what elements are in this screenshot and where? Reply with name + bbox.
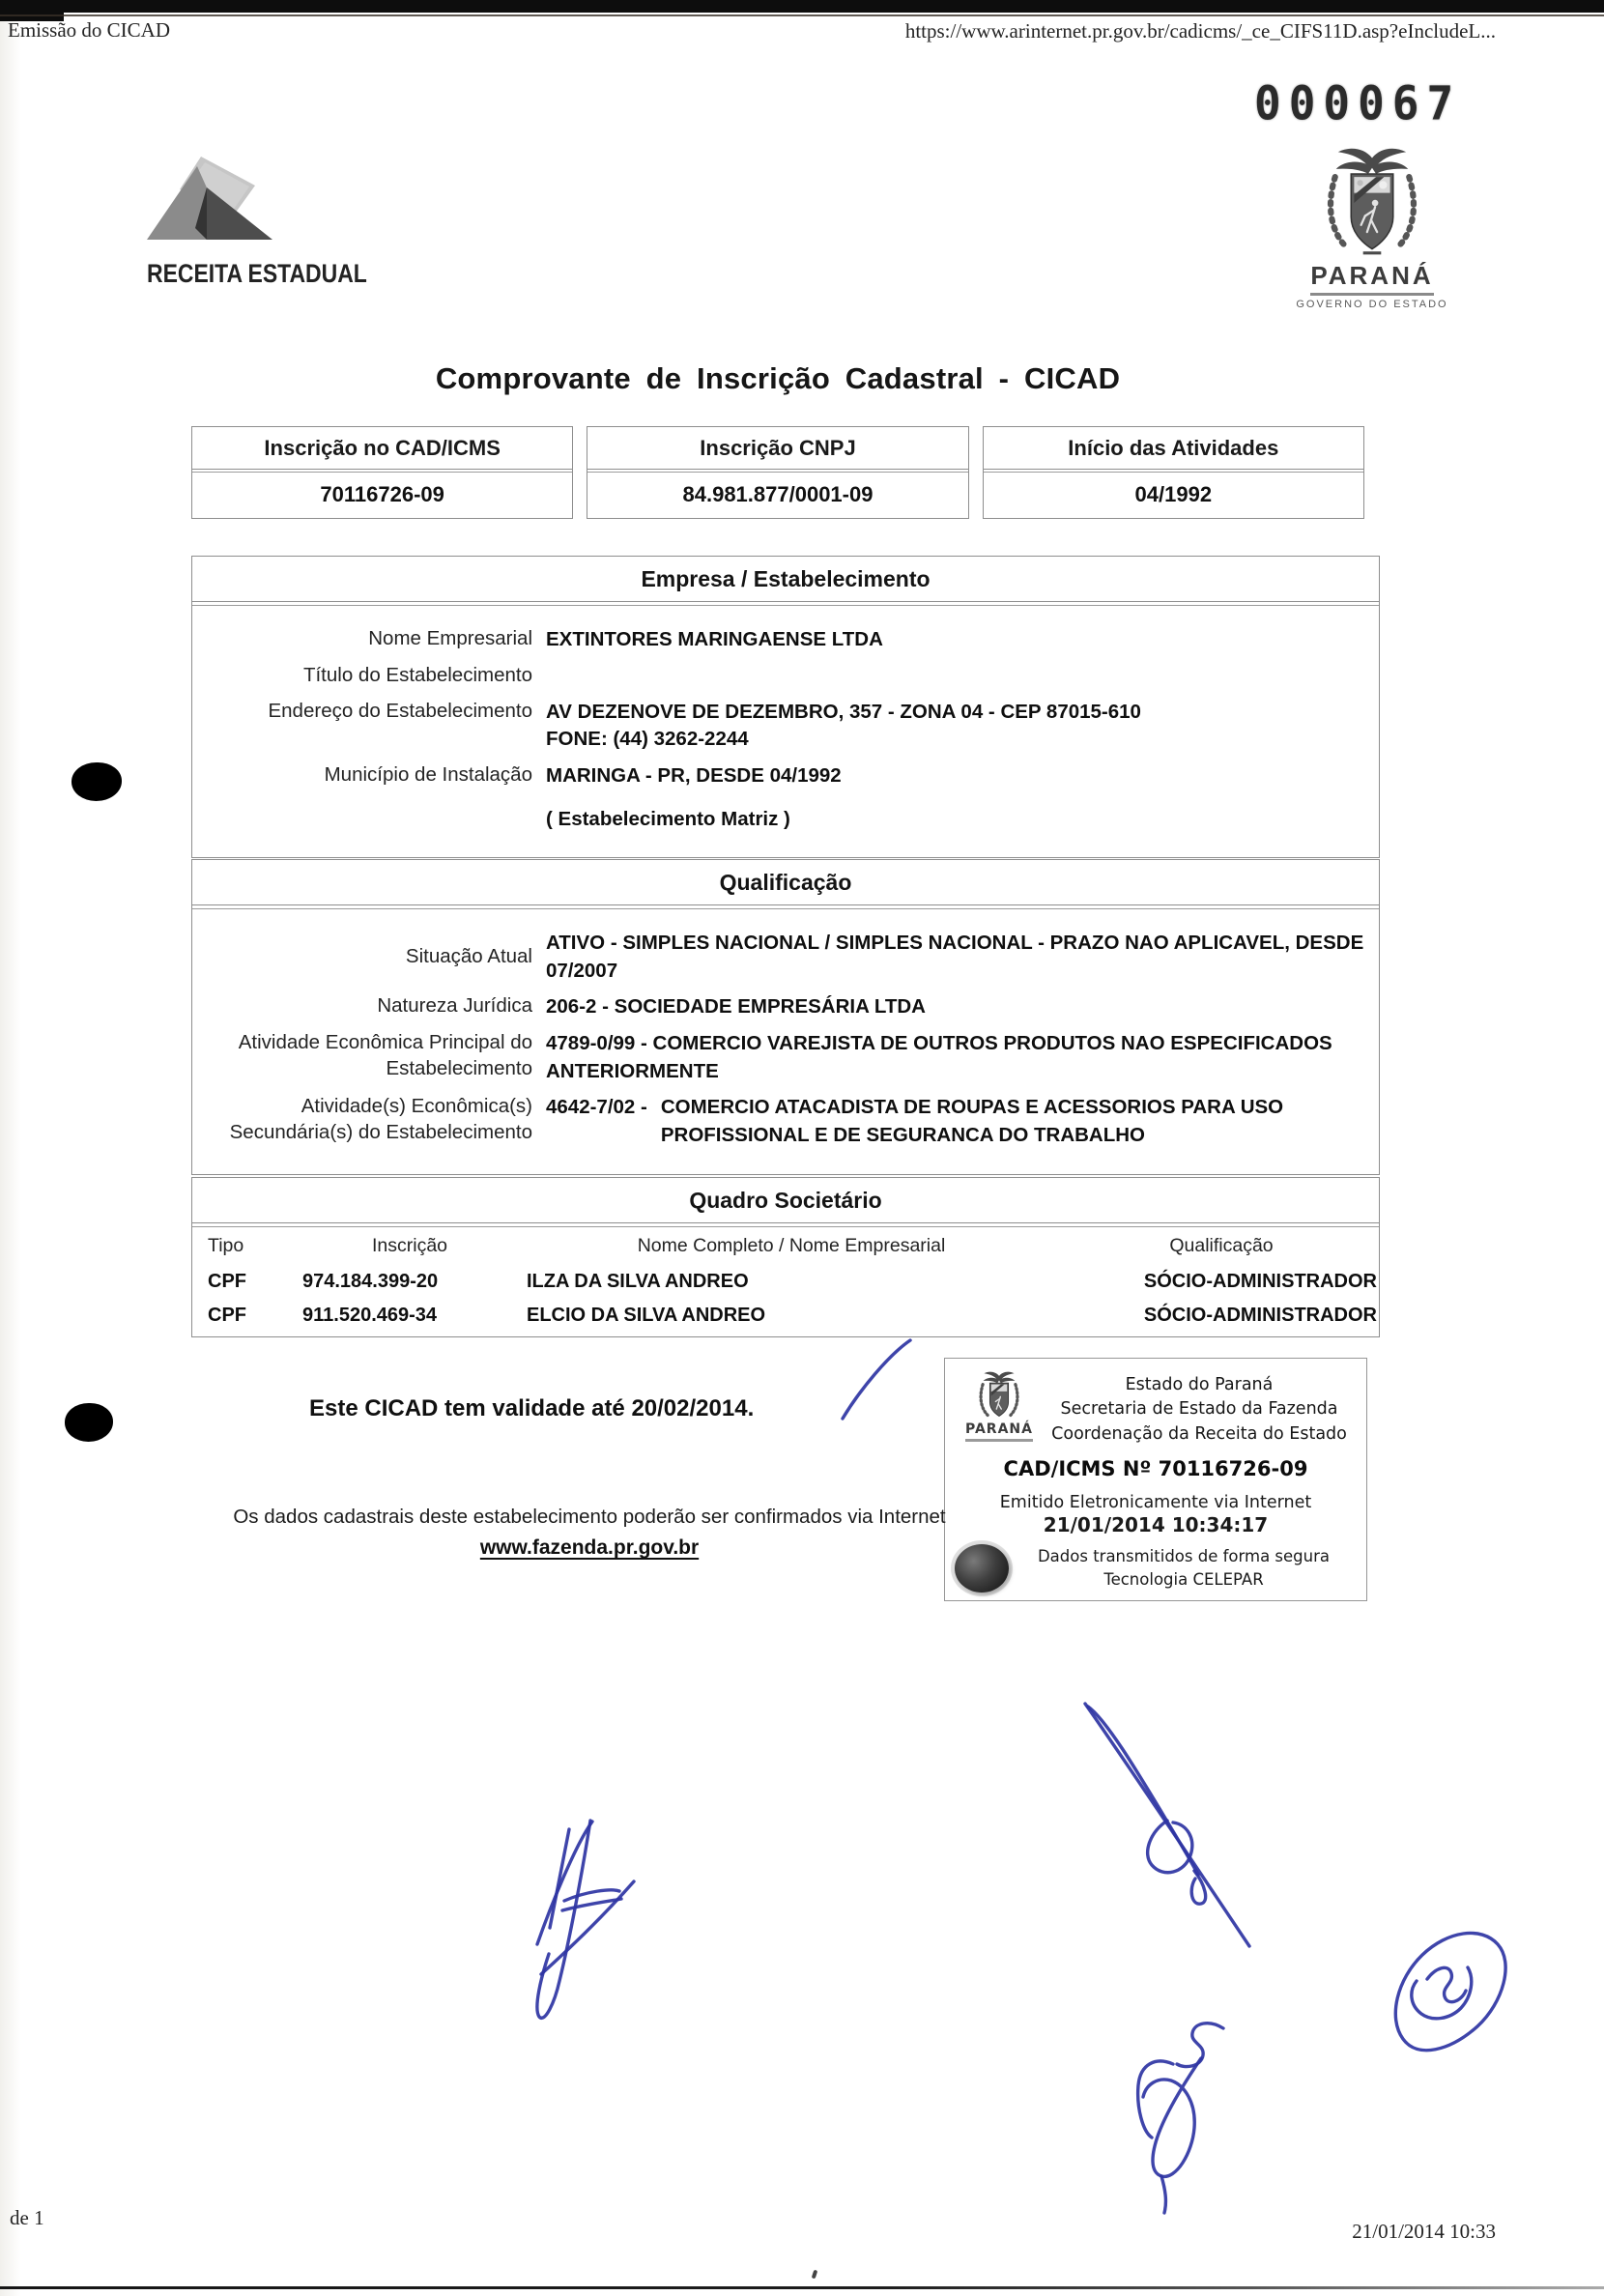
reg-box-inicio-atividades-value: 04/1992 [984, 472, 1363, 518]
reg-box-inicio-atividades-label: Início das Atividades [984, 427, 1363, 470]
qualif-row-atividade-secundaria-value [546, 1094, 1365, 1149]
footer-datetime: 21/01/2014 10:33 [1352, 2220, 1496, 2243]
emission-org-line3: Coordenação da Receita do Estado [1051, 1423, 1347, 1444]
empresa-panel-body [192, 605, 1379, 857]
parana-mini-coat-of-arms-icon [977, 1370, 1021, 1421]
reg-box-cad-icms-label: Inscrição no CAD/ICMS [192, 427, 572, 470]
quadro-row1-nome: ILZA DA SILVA ANDREO [527, 1271, 749, 1292]
qualificacao-panel-title: Qualificação [192, 860, 1379, 905]
qualif-row-atividade-principal-value: 4789-0/99 - COMERCIO VAREJISTA DE OUTROS PRODUTOS NAO ESPECIFICADOS ANTERIORMENTE [546, 1032, 1332, 1082]
qualif-row-situacao [192, 930, 1365, 985]
scan-edge-top-bar [0, 0, 1604, 13]
reg-box-cnpj-label: Inscrição CNPJ [587, 427, 967, 470]
emission-secure-row [945, 1544, 1366, 1593]
reg-box-cad-icms [191, 426, 573, 519]
footer-page-number: de 1 [10, 2206, 44, 2229]
empresa-row-municipio [192, 762, 1365, 790]
qualif-row-situacao-label: Situação Atual [405, 945, 532, 968]
quadro-societario-panel [191, 1177, 1380, 1337]
page-title: Comprovante de Inscrição Cadastral - CICAD [435, 361, 1121, 395]
emission-org-lines [1042, 1370, 1357, 1447]
registration-table [191, 426, 1364, 519]
emission-secure-line2: Tecnologia CELEPAR [1103, 1570, 1264, 1590]
scan-edge-top-line [0, 14, 1604, 16]
reg-box-cnpj-value: 84.981.877/0001-09 [587, 472, 967, 518]
empresa-endereco-line2: FONE: (44) 3262-2244 [546, 728, 749, 751]
emission-org-line2: Secretaria de Estado da Fazenda [1060, 1399, 1338, 1420]
emission-info-header [945, 1359, 1366, 1447]
quadro-row2-inscricao: 911.520.469-34 [302, 1305, 438, 1326]
empresa-panel [191, 556, 1380, 858]
qualif-row-atividade-secundaria-label: Atividade(s) Econômica(s) Secundária(s) do Estabelecimento [229, 1095, 532, 1144]
quadro-societario-body [192, 1226, 1379, 1336]
emission-secure-text [1009, 1545, 1359, 1592]
emission-secure-line1: Dados transmitidos de forma segura [1037, 1547, 1331, 1566]
qualificacao-panel [191, 859, 1380, 1175]
punch-hole-bottom [65, 1403, 113, 1442]
qualif-row-atividade-secundaria [192, 1094, 1365, 1149]
quadro-col-nome: Nome Completo / Nome Empresarial [637, 1235, 946, 1256]
parana-logo [1293, 145, 1451, 310]
ink-speck [812, 2270, 818, 2280]
emission-method-label: Emitido Eletronicamente via Internet [999, 1493, 1312, 1513]
signature-left-scribble [537, 1821, 634, 2018]
confirmation-text: Os dados cadastrais deste estabelecimento poderão ser confirmados via Internet [233, 1506, 946, 1528]
quadro-col-qualificacao: Qualificação [1169, 1235, 1274, 1256]
confirmation-note [184, 1506, 995, 1560]
empresa-row-municipio-value: MARINGA - PR, DESDE 04/1992 [546, 764, 842, 788]
print-header-title: Emissão do CICAD [8, 18, 170, 42]
quadro-row2-tipo: CPF [208, 1305, 246, 1326]
reg-box-cnpj [587, 426, 968, 519]
quadro-societario-title: Quadro Societário [192, 1178, 1379, 1223]
quadro-col-tipo: Tipo [208, 1235, 244, 1256]
qualif-row-atividade-principal-label: Atividade Econômica Principal do Estabelecimento [238, 1031, 532, 1079]
receita-estadual-label: RECEITA ESTADUAL [147, 259, 367, 288]
empresa-panel-title: Empresa / Estabelecimento [192, 557, 1379, 602]
parana-logo-divider [1310, 293, 1434, 296]
qualif-secundaria-text: COMERCIO ATACADISTA DE ROUPAS E ACESSORIOS PARA USO PROFISSIONAL E DE SEGURANCA DO TRABALHO [660, 1096, 1284, 1147]
quadro-col-inscricao: Inscrição [371, 1235, 448, 1256]
parana-mini-logo [957, 1370, 1042, 1447]
empresa-row-nome-label: Nome Empresarial [368, 627, 532, 649]
empresa-row-endereco [192, 699, 1365, 754]
scan-edge-bottom-line [0, 2286, 1604, 2289]
parana-mini-logo-subtext-line [965, 1439, 1033, 1442]
parana-logo-label: PARANÁ [1310, 261, 1434, 290]
parana-mini-logo-label: PARANÁ [965, 1421, 1033, 1437]
reg-box-inicio-atividades [983, 426, 1364, 519]
qualif-row-situacao-value: ATIVO - SIMPLES NACIONAL / SIMPLES NACIONAL - PRAZO NAO APLICAVEL, DESDE 07/2007 [546, 932, 1364, 982]
quadro-row1-qualificacao: SÓCIO-ADMINISTRADOR [1143, 1271, 1377, 1292]
pen-slash-mark [843, 1340, 910, 1419]
emission-datetime: 21/01/2014 10:34:17 [1043, 1513, 1269, 1537]
receita-estadual-triangles-icon [145, 151, 290, 259]
empresa-row-titulo-label: Título do Estabelecimento [302, 663, 532, 686]
punch-hole-top [72, 762, 122, 801]
empresa-row-matriz [192, 806, 1365, 834]
qualif-row-atividade-principal [192, 1030, 1365, 1085]
qualif-row-natureza-value: 206-2 - SOCIEDADE EMPRESÁRIA LTDA [546, 995, 926, 1019]
empresa-row-endereco-value [546, 699, 1365, 754]
signature-initials-loops [1138, 2023, 1223, 2213]
validity-text: Este CICAD tem validade até 20/02/2014. [309, 1395, 755, 1421]
emission-info-box [944, 1358, 1367, 1601]
empresa-row-nome-value: EXTINTORES MARINGAENSE LTDA [546, 628, 883, 650]
quadro-societario-table [192, 1227, 1379, 1336]
parana-logo-sublabel: GOVERNO DO ESTADO [1296, 299, 1448, 310]
empresa-row-nome [192, 626, 1365, 654]
empresa-endereco-line1: AV DEZENOVE DE DEZEMBRO, 357 - ZONA 04 - CEP 87015-610 [546, 700, 1141, 723]
page-stamp-number: 000067 [1254, 75, 1462, 131]
qualif-secundaria-code: 4642-7/02 - [546, 1096, 647, 1119]
empresa-row-endereco-label: Endereço do Estabelecimento [268, 699, 532, 722]
qualif-row-natureza [192, 993, 1365, 1021]
quadro-row2-nome: ELCIO DA SILVA ANDREO [527, 1305, 766, 1326]
empresa-row-municipio-label: Município de Instalação [324, 763, 532, 787]
signature-diagonal-stroke [1085, 1704, 1249, 1946]
qualif-row-natureza-label: Natureza Jurídica [377, 994, 532, 1018]
quadro-row1-tipo: CPF [208, 1271, 246, 1292]
signature-circled-initials [1395, 1933, 1505, 2050]
reg-box-cad-icms-value: 70116726-09 [192, 472, 572, 518]
quadro-row2-qualificacao: SÓCIO-ADMINISTRADOR [1143, 1305, 1377, 1326]
print-header-url: https://www.arinternet.pr.gov.br/cadicms/_ce_CIFS11D.asp?eIncludeL... [904, 19, 1496, 43]
qualificacao-panel-body [192, 908, 1379, 1174]
parana-coat-of-arms-icon [1322, 145, 1422, 259]
empresa-row-titulo [192, 663, 1365, 690]
emission-org-line1: Estado do Paraná [1125, 1375, 1274, 1394]
quadro-row1-inscricao: 974.184.399-20 [302, 1271, 439, 1292]
emission-cad-icms-number: CAD/ICMS Nº 70116726-09 [1003, 1457, 1308, 1481]
confirmation-url: www.fazenda.pr.gov.br [479, 1536, 700, 1559]
receita-estadual-logo [145, 151, 396, 288]
empresa-matriz-note: ( Estabelecimento Matriz ) [546, 807, 790, 830]
